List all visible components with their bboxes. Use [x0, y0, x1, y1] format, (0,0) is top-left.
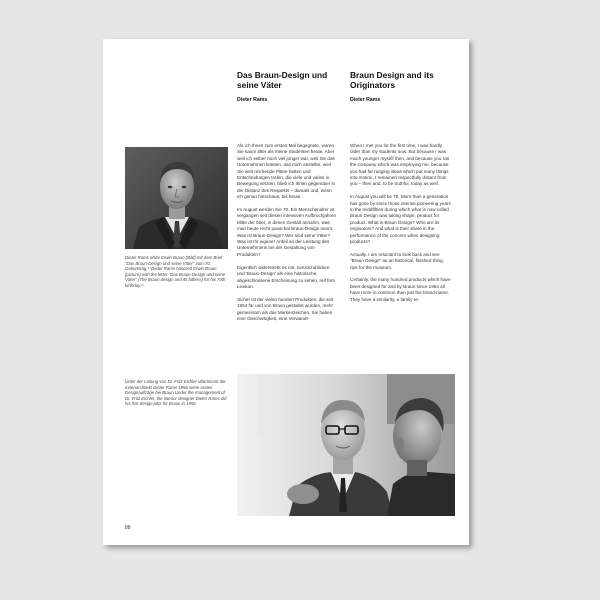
portrait-caption: Dieter Rams ehrte Erwin Braun (Bild) mit dem Brief "Das Braun-Design und seine Väter" zum 70. Geburtstag.¹⁾ Dieter Rams honored Erwin Braun (picture) with the letter "Das Braun-Design und seine Väter" (The Braun design and its fathers) for his 70th birthday.¹⁾ — [125, 255, 226, 288]
german-paragraph: Eigentlich widerstrebt es mir, zurückzublicken und 'Braun-Design' als eine historische, abgeschlossene Erscheinung zu sehen, reif fürs Lexikon. — [237, 264, 335, 289]
german-paragraph: Sicher ist der vielen hundert Produkten, die seit 1954 für und von Braun gestaltet wurden, mehr gemeinsam als das Markenzeichen. Sie haben eine Gleichartigkeit, eine Verwandt- — [237, 296, 334, 321]
book-page — [103, 39, 469, 545]
english-paragraph: When I met you for the first time, I was hardly older than my students now. But because I was much younger myself then, and because you ran the company which was employing me, because you had far ranging ideas which put many things into motion, I remained respectfully distant from you – then and, to be truthful, today as well. — [350, 143, 450, 187]
english-title: Braun Design and its Originators — [350, 70, 434, 90]
english-column — [350, 143, 451, 310]
german-title: Das Braun-Design und seine Väter — [237, 70, 328, 90]
german-column — [237, 143, 338, 329]
page-number: 88 — [125, 525, 131, 531]
german-paragraph: Im August werden Sie 70. Ein Menschenalter ist vergangen seit diesen intensiven Aufbruchjahren Mitte der 50er, in denen Gestalt annahm, was man heute recht pauschal Braun-Design nennt. Was ist Braun-Design? Wer sind seine Väter? Was ist Ihr eigener Anteil an der Leistung des Unternehmens bei der Gestaltung von Produkten? — [237, 207, 337, 257]
english-author: Dieter Rams — [350, 97, 381, 103]
german-paragraph: Als ich Ihnen zum ersten Mal begegnete, waren Sie kaum älter als meine Studenten heute. Aber weil ich selber noch viel jünger war, weil Sie das Unternehmen leiteten, das mich anstellte, weil Sie weit reichende Pläne hatten und Entscheidungen trafen, die viele und vieles in Bewegung setzten, blieb ich Ihnen gegenüber in der Distanz des Respekts – damals und, wenn ich genau hinschaue, bis heute. — [237, 143, 336, 200]
portrait-photo — [125, 147, 228, 249]
english-paragraph: In August you will be 70. More than a generation has gone by since those intense pioneering years in the middfifties during which what is now called Braun Design was taking shape, product for product. What is Braun Design? Who are its originators? And what is their share in the performance of the concern when designing products? — [350, 194, 451, 245]
english-paragraph: Certainly, the many hundred products which have been designed for and by Braun since 1954 all have more in common than just the brand-name. They have a similarity, a family re- — [350, 277, 451, 302]
english-paragraph: Actually, I am reluctant to look back and see "Braun Design" as an historical, finished thing, ripe for the museum. — [350, 251, 444, 270]
meeting-photo — [237, 374, 455, 516]
meeting-caption: Unter der Leitung von Dr. Fritz Eichler übernimmt der Innenarchitekt Dieter Rams 1956 seine ersten Designaufträge bei Braun Under the management of Dr. Fritz Eichler, the interior designer Dieter Rams did his first design jobs for Braun in 1956 — [125, 379, 227, 407]
german-author: Dieter Rams — [237, 97, 268, 103]
